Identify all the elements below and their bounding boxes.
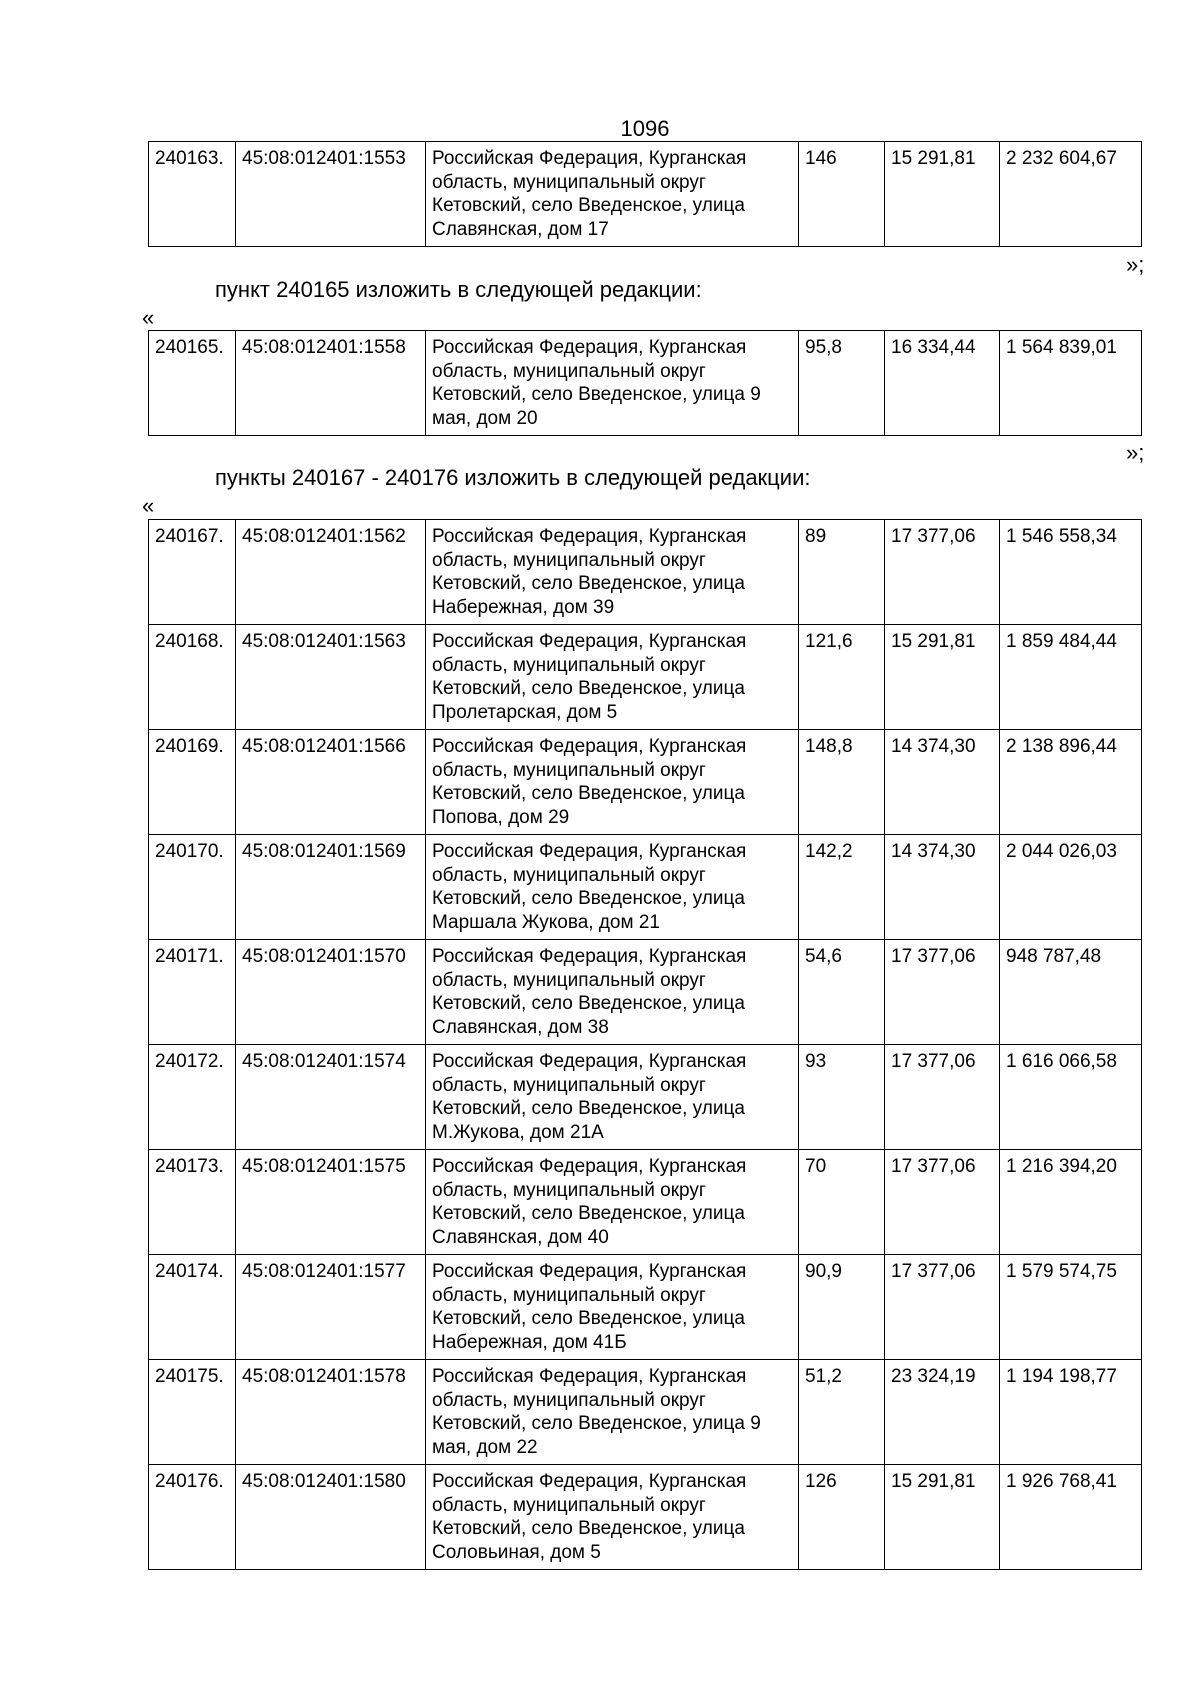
address-cell: Российская Федерация, Курганская область, муниципальный округ Кетовский, село Введенское, улица Набережная, дом 41Б [426, 1255, 799, 1360]
value-cell: 1 616 066,58 [1000, 1045, 1142, 1150]
table-row [149, 625, 1142, 730]
cadastral-number-cell: 45:08:012401:1574 [236, 1045, 426, 1150]
value-cell: 1 216 394,20 [1000, 1150, 1142, 1255]
table-row [149, 1045, 1142, 1150]
closing-quote-1: »; [1126, 252, 1145, 277]
rate-cell: 15 291,81 [885, 625, 1000, 730]
table-block-2 [148, 330, 1142, 436]
table-row [149, 835, 1142, 940]
value-cell: 948 787,48 [1000, 940, 1142, 1045]
area-cell: 70 [799, 1150, 885, 1255]
rate-cell: 15 291,81 [885, 142, 1000, 247]
area-cell: 142,2 [799, 835, 885, 940]
address-cell: Российская Федерация, Курганская область, муниципальный округ Кетовский, село Введенское, улица Славянская, дом 17 [426, 142, 799, 247]
cadastral-number-cell: 45:08:012401:1575 [236, 1150, 426, 1255]
table-row [149, 142, 1142, 247]
row-number-cell: 240169. [149, 730, 236, 835]
value-cell: 2 232 604,67 [1000, 142, 1142, 247]
cadastral-number-cell: 45:08:012401:1577 [236, 1255, 426, 1360]
closing-quote-2: »; [1126, 440, 1145, 465]
row-number-cell: 240172. [149, 1045, 236, 1150]
cadastral-number-cell: 45:08:012401:1562 [236, 520, 426, 625]
rate-cell: 15 291,81 [885, 1465, 1000, 1570]
value-cell: 1 579 574,75 [1000, 1255, 1142, 1360]
cadastral-number-cell: 45:08:012401:1553 [236, 142, 426, 247]
row-number-cell: 240174. [149, 1255, 236, 1360]
opening-quote-1: « [142, 305, 155, 330]
area-cell: 93 [799, 1045, 885, 1150]
table-row [149, 1465, 1142, 1570]
address-cell: Российская Федерация, Курганская область, муниципальный округ Кетовский, село Введенское, улица 9 мая, дом 20 [426, 331, 799, 436]
value-cell: 1 546 558,34 [1000, 520, 1142, 625]
table-row [149, 520, 1142, 625]
cadastral-number-cell: 45:08:012401:1563 [236, 625, 426, 730]
opening-quote-2: « [142, 493, 155, 518]
value-cell: 1 859 484,44 [1000, 625, 1142, 730]
row-number-cell: 240170. [149, 835, 236, 940]
area-cell: 54,6 [799, 940, 885, 1045]
rate-cell: 17 377,06 [885, 520, 1000, 625]
row-number-cell: 240171. [149, 940, 236, 1045]
area-cell: 89 [799, 520, 885, 625]
value-cell: 1 926 768,41 [1000, 1465, 1142, 1570]
address-cell: Российская Федерация, Курганская область, муниципальный округ Кетовский, село Введенское, улица Соловьиная, дом 5 [426, 1465, 799, 1570]
cadastral-number-cell: 45:08:012401:1566 [236, 730, 426, 835]
row-number-cell: 240167. [149, 520, 236, 625]
row-number-cell: 240165. [149, 331, 236, 436]
table-row [149, 730, 1142, 835]
area-cell: 51,2 [799, 1360, 885, 1465]
table-block-1 [148, 141, 1142, 247]
row-number-cell: 240173. [149, 1150, 236, 1255]
value-cell: 1 194 198,77 [1000, 1360, 1142, 1465]
area-cell: 146 [799, 142, 885, 247]
address-cell: Российская Федерация, Курганская область, муниципальный округ Кетовский, село Введенское, улица Маршала Жукова, дом 21 [426, 835, 799, 940]
rate-cell: 23 324,19 [885, 1360, 1000, 1465]
cadastral-number-cell: 45:08:012401:1570 [236, 940, 426, 1045]
rate-cell: 14 374,30 [885, 730, 1000, 835]
rate-cell: 16 334,44 [885, 331, 1000, 436]
table-row [149, 331, 1142, 436]
cadastral-number-cell: 45:08:012401:1580 [236, 1465, 426, 1570]
page-number: 1096 [620, 116, 670, 141]
address-cell: Российская Федерация, Курганская область, муниципальный округ Кетовский, село Введенское, улица Набережная, дом 39 [426, 520, 799, 625]
row-number-cell: 240176. [149, 1465, 236, 1570]
address-cell: Российская Федерация, Курганская область, муниципальный округ Кетовский, село Введенское, улица Славянская, дом 40 [426, 1150, 799, 1255]
table-row [149, 940, 1142, 1045]
address-cell: Российская Федерация, Курганская область, муниципальный округ Кетовский, село Введенское, улица Пролетарская, дом 5 [426, 625, 799, 730]
address-cell: Российская Федерация, Курганская область, муниципальный округ Кетовский, село Введенское, улица М.Жукова, дом 21А [426, 1045, 799, 1150]
row-number-cell: 240175. [149, 1360, 236, 1465]
table-row [149, 1150, 1142, 1255]
area-cell: 121,6 [799, 625, 885, 730]
table-block-3 [148, 519, 1142, 1570]
area-cell: 95,8 [799, 331, 885, 436]
area-cell: 148,8 [799, 730, 885, 835]
address-cell: Российская Федерация, Курганская область, муниципальный округ Кетовский, село Введенское, улица Попова, дом 29 [426, 730, 799, 835]
area-cell: 90,9 [799, 1255, 885, 1360]
row-number-cell: 240168. [149, 625, 236, 730]
rate-cell: 17 377,06 [885, 940, 1000, 1045]
rate-cell: 14 374,30 [885, 835, 1000, 940]
cadastral-number-cell: 45:08:012401:1558 [236, 331, 426, 436]
table-row [149, 1360, 1142, 1465]
table-row [149, 1255, 1142, 1360]
amendment-instruction-2: пункты 240167 - 240176 изложить в следующей редакции: [215, 465, 811, 490]
rate-cell: 17 377,06 [885, 1045, 1000, 1150]
address-cell: Российская Федерация, Курганская область, муниципальный округ Кетовский, село Введенское, улица Славянская, дом 38 [426, 940, 799, 1045]
cadastral-number-cell: 45:08:012401:1569 [236, 835, 426, 940]
cadastral-number-cell: 45:08:012401:1578 [236, 1360, 426, 1465]
area-cell: 126 [799, 1465, 885, 1570]
rate-cell: 17 377,06 [885, 1255, 1000, 1360]
value-cell: 1 564 839,01 [1000, 331, 1142, 436]
value-cell: 2 044 026,03 [1000, 835, 1142, 940]
value-cell: 2 138 896,44 [1000, 730, 1142, 835]
amendment-instruction-1: пункт 240165 изложить в следующей редакции: [215, 277, 702, 302]
rate-cell: 17 377,06 [885, 1150, 1000, 1255]
row-number-cell: 240163. [149, 142, 236, 247]
address-cell: Российская Федерация, Курганская область, муниципальный округ Кетовский, село Введенское, улица 9 мая, дом 22 [426, 1360, 799, 1465]
